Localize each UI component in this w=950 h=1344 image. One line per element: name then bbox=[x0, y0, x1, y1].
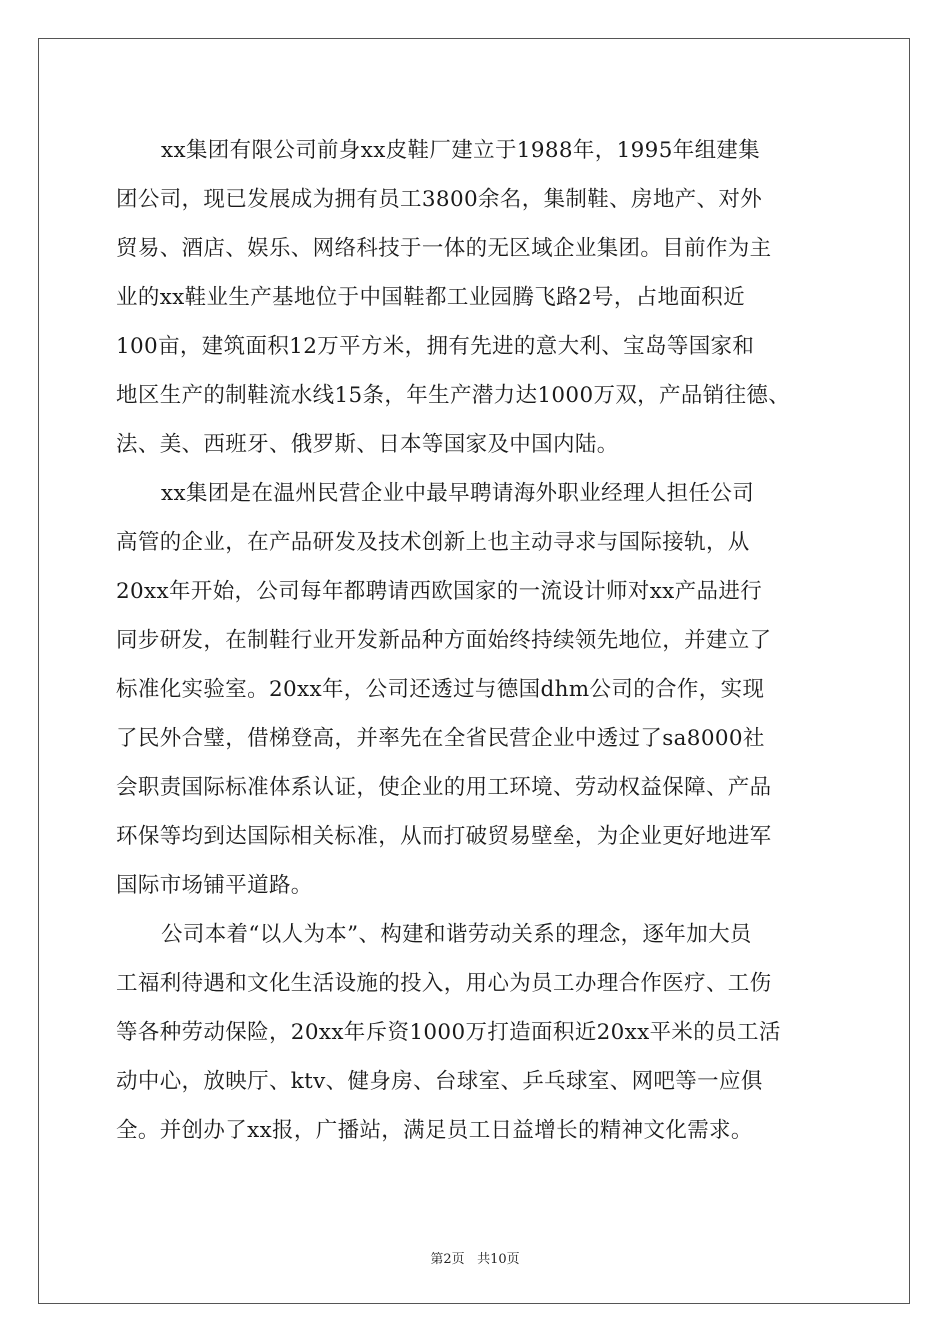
text-line: 地区生产的制鞋流水线15条，年生产潜力达1000万双，产品销往德、 bbox=[116, 383, 791, 408]
text-line: xx集团有限公司前身xx皮鞋厂建立于1988年，1995年组建集 bbox=[161, 138, 761, 163]
text-line: 会职责国际标准体系认证，使企业的用工环境、劳动权益保障、产品 bbox=[116, 775, 772, 800]
paragraph-1 bbox=[116, 126, 856, 469]
text-line: xx集团是在温州民营企业中最早聘请海外职业经理人担任公司 bbox=[161, 481, 755, 506]
text-line: 同步研发，在制鞋行业开发新品种方面始终持续领先地位，并建立了 bbox=[116, 628, 772, 653]
text-line: 贸易、酒店、娱乐、网络科技于一体的无区域企业集团。目前作为主 bbox=[116, 236, 772, 261]
text-line: 高管的企业，在产品研发及技术创新上也主动寻求与国际接轨，从 bbox=[116, 530, 750, 555]
text-line: 公司本着“以人为本”、构建和谐劳动关系的理念，逐年加大员 bbox=[161, 922, 752, 947]
page-number: 第2页 bbox=[430, 1252, 465, 1267]
text-line: 标准化实验室。20xx年，公司还透过与德国dhm公司的合作，实现 bbox=[116, 677, 765, 702]
text-line: 法、美、西班牙、俄罗斯、日本等国家及中国内陆。 bbox=[116, 432, 619, 457]
text-line: 国际市场铺平道路。 bbox=[116, 873, 313, 898]
paragraph-2 bbox=[116, 469, 856, 910]
text-line: 了民外合璧，借梯登高，并率先在全省民营企业中透过了sa8000社 bbox=[116, 726, 765, 751]
text-line: 100亩，建筑面积12万平方米，拥有先进的意大利、宝岛等国家和 bbox=[116, 334, 755, 359]
text-line: 工福利待遇和文化生活设施的投入，用心为员工办理合作医疗、工伤 bbox=[116, 971, 772, 996]
text-line: 业的xx鞋业生产基地位于中国鞋都工业园腾飞路2号，占地面积近 bbox=[116, 285, 745, 310]
page-footer bbox=[0, 1248, 950, 1267]
text-line: 环保等均到达国际相关标准，从而打破贸易壁垒，为企业更好地进军 bbox=[116, 824, 772, 849]
text-line: 动中心，放映厅、ktv、健身房、台球室、乒乓球室、网吧等一应俱 bbox=[116, 1069, 763, 1094]
document-body bbox=[116, 126, 856, 1155]
text-line: 全。并创办了xx报，广播站，满足员工日益增长的精神文化需求。 bbox=[116, 1118, 753, 1143]
paragraph-3 bbox=[116, 910, 856, 1155]
page-total: 共10页 bbox=[477, 1252, 520, 1267]
text-line: 团公司，现已发展成为拥有员工3800余名，集制鞋、房地产、对外 bbox=[116, 187, 763, 212]
text-line: 20xx年开始，公司每年都聘请西欧国家的一流设计师对xx产品进行 bbox=[116, 579, 763, 604]
text-line: 等各种劳动保险，20xx年斥资1000万打造面积近20xx平米的员工活 bbox=[116, 1020, 781, 1045]
